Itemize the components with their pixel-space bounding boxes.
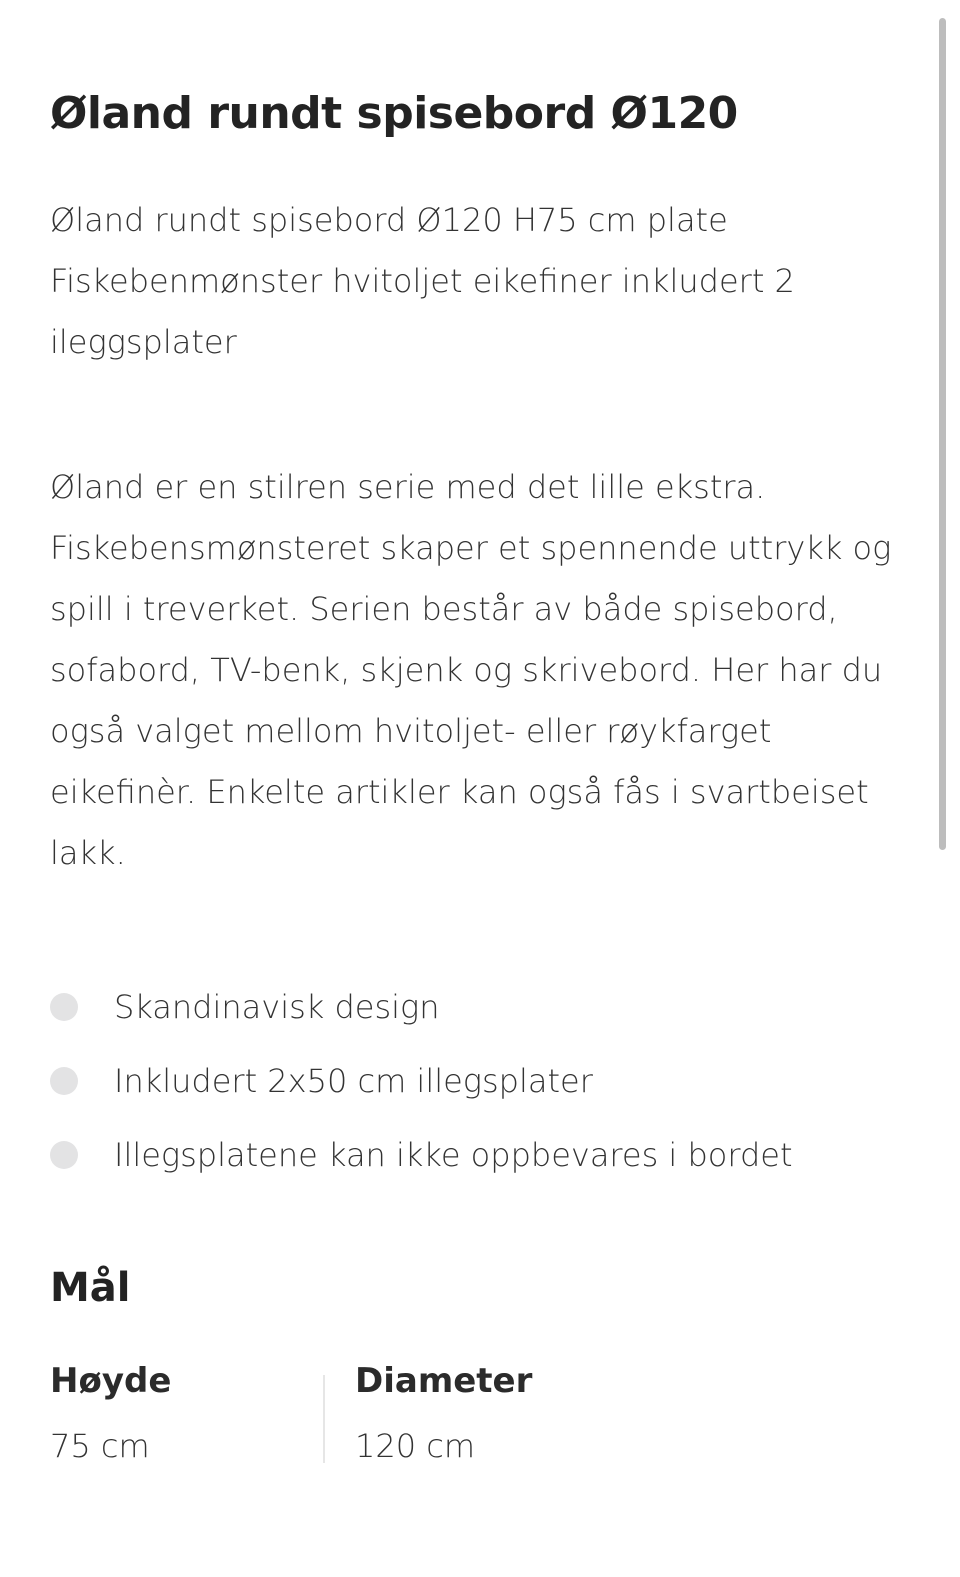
dimensions-table [50,1355,910,1471]
dimension-height [50,1355,323,1471]
dimensions-heading: Mål [50,1265,131,1311]
dimension-value: 120 cm [355,1427,476,1465]
dimension-label: Diameter [355,1361,533,1401]
bullet-dot-icon [50,1141,78,1169]
list-item [50,1118,910,1192]
list-item [50,1044,910,1118]
vertical-scrollbar[interactable] [939,18,946,850]
bullet-dot-icon [50,1067,78,1095]
feature-text: Illegsplatene kan ikke oppbevares i bordet [114,1136,793,1174]
product-short-description: Øland rundt spisebord Ø120 H75 cm plate Fiskebenmønster hvitoljet eikefiner inkludert 2 ileggsplater [50,201,795,361]
product-long-description: Øland er en stilren serie med det lille ekstra. Fiskebensmønsteret skaper et spennende uttrykk og spill i treverket. Serien består av både spisebord, sofabord, TV-benk, skjenk og skrivebord. Her har du også valget mellom hvitoljet- eller røykfarget eikefinèr. Enkelte artikler kan også fås i svartbeiset lakk. [50,468,892,872]
bullet-dot-icon [50,993,78,1021]
feature-text: Skandinavisk design [114,988,440,1026]
feature-text: Inkludert 2x50 cm illegsplater [114,1062,593,1100]
dimension-value: 75 cm [50,1427,150,1465]
dimension-label: Høyde [50,1361,172,1401]
product-title: Øland rundt spisebord Ø120 [50,88,738,139]
dimension-diameter [325,1355,532,1471]
feature-list [50,970,910,1192]
list-item [50,970,910,1044]
